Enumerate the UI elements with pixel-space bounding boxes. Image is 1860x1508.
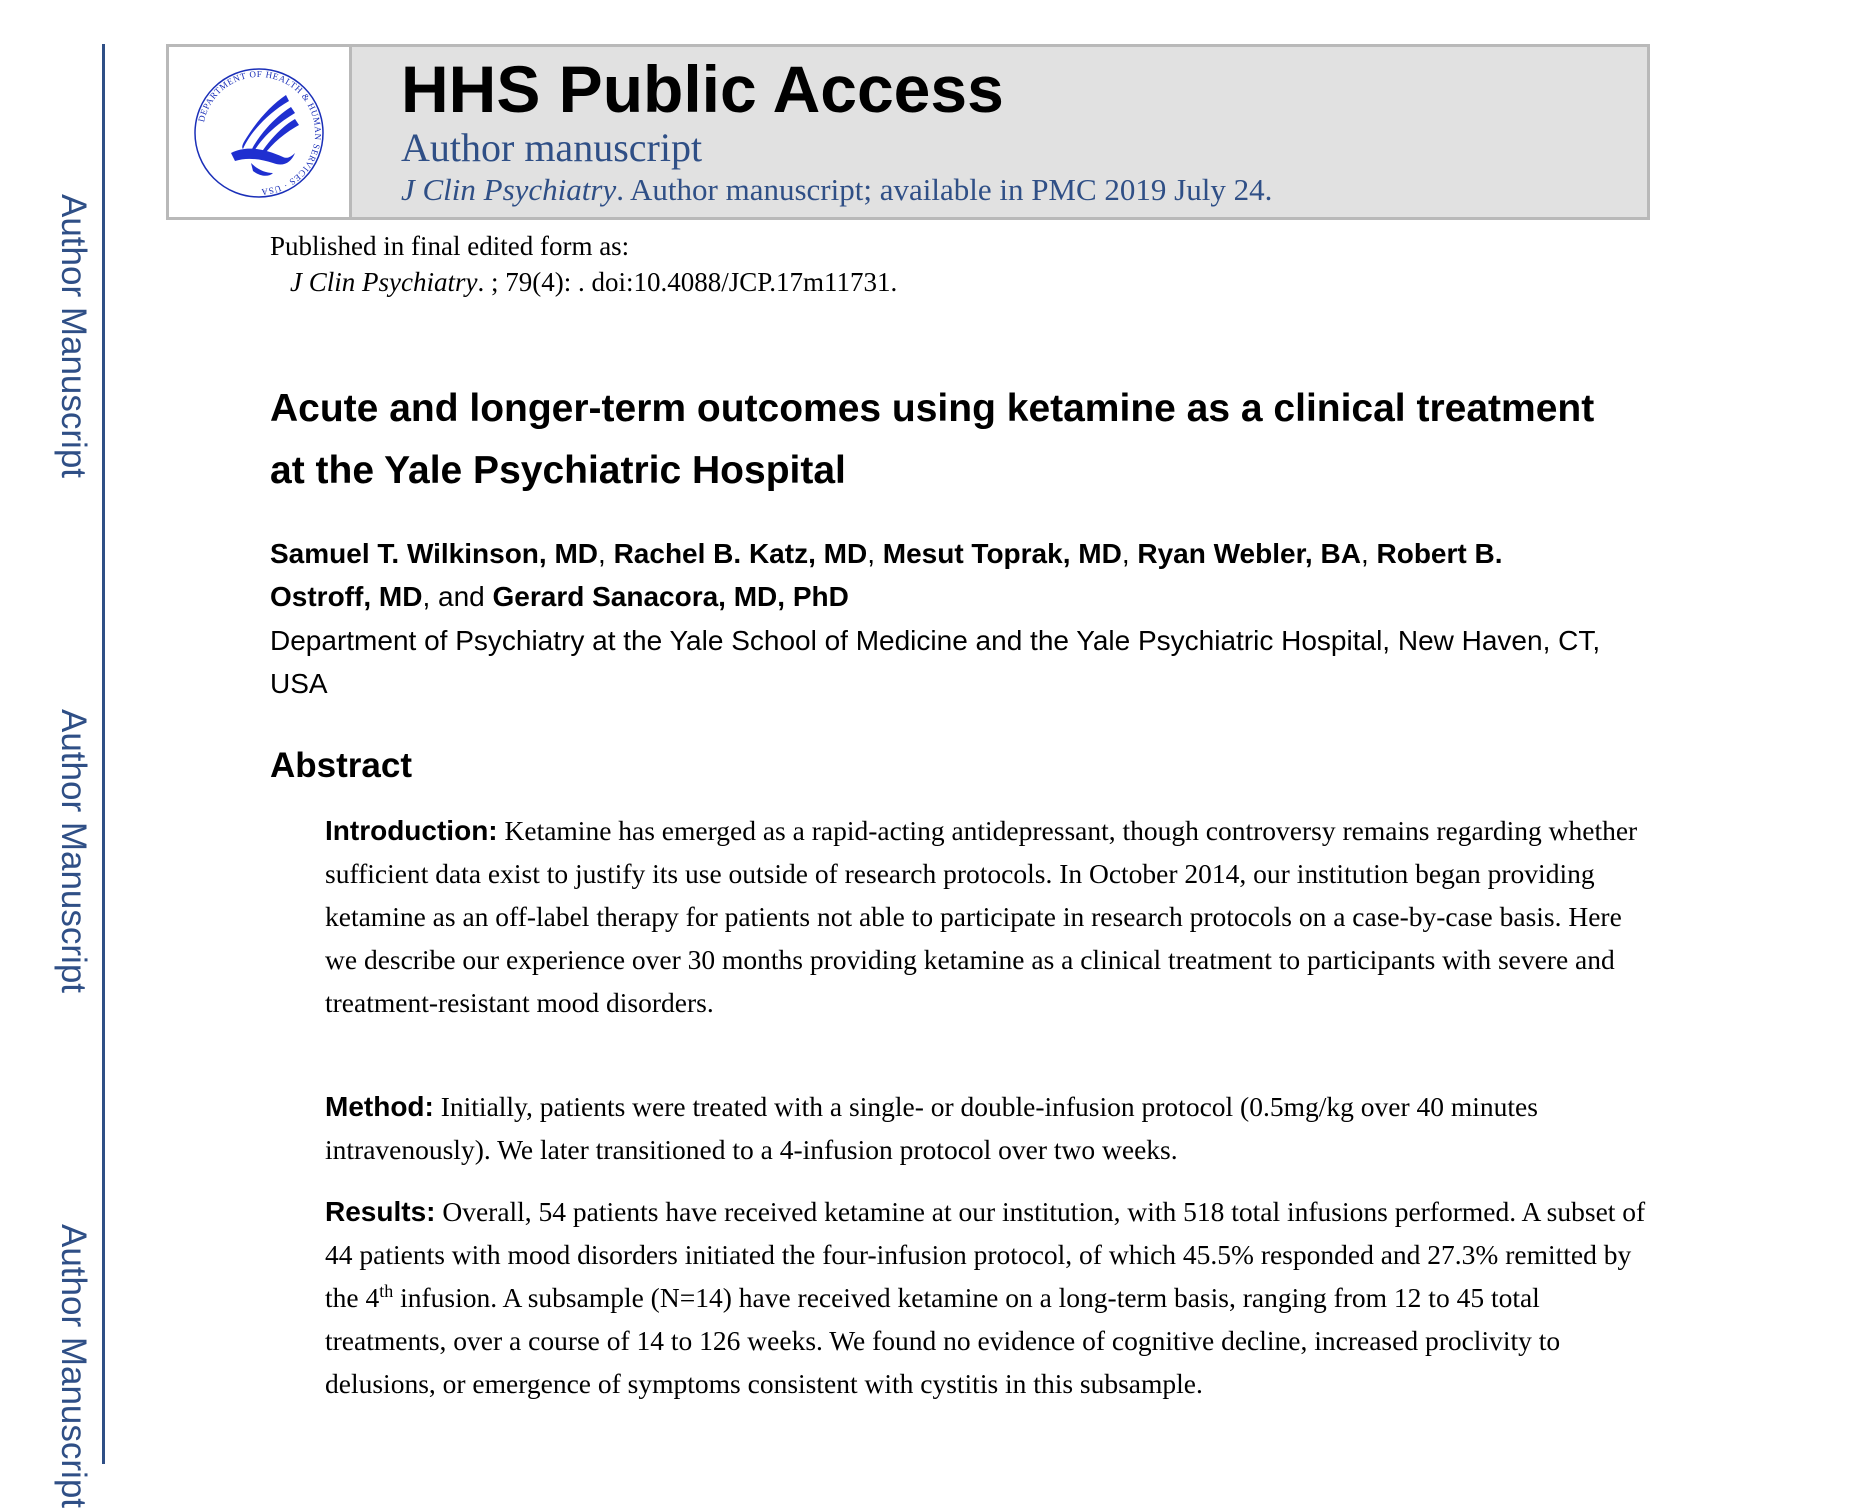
availability-text: . Author manuscript; available in PMC 2019 July 24. bbox=[616, 172, 1273, 207]
author-list: Samuel T. Wilkinson, MD, Rachel B. Katz, MD, Mesut Toprak, MD, Ryan Webler, BA, Robert B. Ostroff, MD, and Gerard Sanacora, MD, PhD bbox=[270, 538, 1503, 612]
abstract-introduction bbox=[325, 809, 1660, 1024]
author-manuscript-side-label: Author Manuscript bbox=[54, 1224, 93, 1508]
section-text: Ketamine has emerged as a rapid-acting antidepressant, though controversy remains regarding whether sufficient data exist to justify its use outside of research protocols. In October 2014, our institution began providing ketamine as an off-label therapy for patients not able to participate in research protocols on a case-by-case basis. Here we describe our experience over 30 months providing ketamine as a clinical treatment to participants with severe and treatment-resistant mood disorders. bbox=[325, 815, 1638, 1018]
abstract-method bbox=[325, 1085, 1660, 1171]
author-name: Robert B. Ostroff, MD bbox=[270, 538, 1503, 612]
author-name: Mesut Toprak, MD bbox=[882, 538, 1122, 569]
author-name: Gerard Sanacora, MD, PhD bbox=[492, 581, 849, 612]
logo-ring-text: DEPARTMENT OF HEALTH & HUMAN SERVICES · USA bbox=[196, 68, 324, 198]
hhs-eagle-logo-icon bbox=[191, 65, 327, 201]
journal-availability-line bbox=[401, 171, 1272, 209]
section-label: Introduction: bbox=[325, 815, 498, 846]
section-text: Overall, 54 patients have received ketamine at our institution, with 518 total infusions performed. A subset of 44 patients with mood disorders initiated the four-infusion protocol, of which 45.5% responded and 27.3% remitted by the 4 bbox=[325, 1196, 1646, 1313]
published-reference bbox=[270, 264, 897, 300]
published-label: Published in final edited form as: bbox=[270, 231, 630, 261]
section-label: Results: bbox=[325, 1196, 436, 1227]
abstract-results bbox=[325, 1190, 1660, 1405]
author-name: Samuel T. Wilkinson, MD bbox=[270, 538, 599, 569]
author-manuscript-side-label: Author Manuscript bbox=[54, 194, 93, 479]
published-citation bbox=[270, 228, 897, 300]
hhs-logo bbox=[169, 47, 352, 217]
section-text: Initially, patients were treated with a single- or double-infusion protocol (0.5mg/kg over 40 minutes intravenously). We later transitioned to a 4-infusion protocol over two weeks. bbox=[325, 1091, 1538, 1165]
section-text: infusion. A subsample (N=14) have received ketamine on a long-term basis, ranging from 12 to 45 total treatments, over a course of 14 to 126 weeks. We found no evidence of cognitive decline, increased proclivity to delusions, or emergence of symptoms consistent with cystitis in this subsample. bbox=[325, 1282, 1561, 1399]
superscript: th bbox=[379, 1280, 394, 1301]
doi-details: . ; 79(4): . doi:10.4088/JCP.17m11731. bbox=[477, 267, 898, 297]
article-title: Acute and longer-term outcomes using ketamine as a clinical treatment at the Yale Psychiatric Hospital bbox=[270, 387, 1595, 492]
author-name: Rachel B. Katz, MD bbox=[613, 538, 868, 569]
hhs-header-banner bbox=[166, 44, 1650, 220]
author-manuscript-subtitle: Author manuscript bbox=[401, 125, 703, 170]
side-rule bbox=[102, 44, 105, 1464]
journal-name: J Clin Psychiatry bbox=[401, 172, 617, 207]
author-manuscript-side-label: Author Manuscript bbox=[54, 709, 93, 994]
published-journal: J Clin Psychiatry bbox=[290, 267, 478, 297]
hhs-public-access-title: HHS Public Access bbox=[401, 52, 1004, 126]
author-name: Ryan Webler, BA bbox=[1137, 538, 1361, 569]
abstract-heading: Abstract bbox=[270, 746, 412, 785]
section-label: Method: bbox=[325, 1091, 434, 1122]
author-affiliation: Department of Psychiatry at the Yale School of Medicine and the Yale Psychiatric Hospital, New Haven, CT, USA bbox=[270, 625, 1601, 699]
svg-text:DEPARTMENT OF HEALTH & HUMAN S bbox=[196, 69, 323, 197]
